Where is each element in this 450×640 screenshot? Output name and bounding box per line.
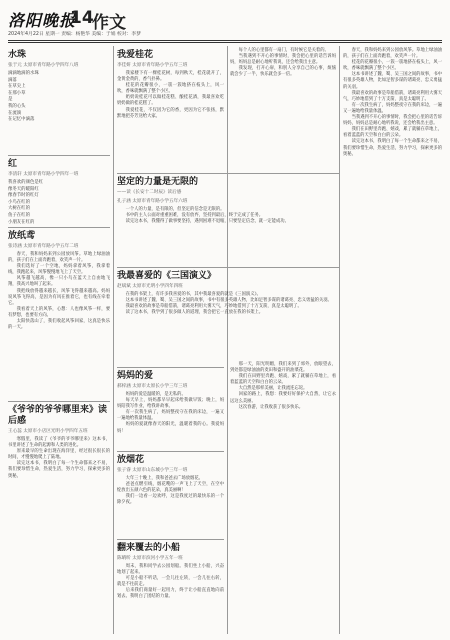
poem-line: 我喜欢的颜色是红 (8, 180, 44, 185)
article-determination (117, 168, 339, 236)
poem-line: 滴滴地滴的水珠 (8, 71, 39, 76)
article-title: 我爱桂花 (117, 50, 154, 60)
article-paragraph: 大自然是那样美丽，让我流连忘返。 (238, 386, 308, 392)
article-byline: 李佳妍 太原市青年路小学五年三班 (117, 63, 188, 68)
article-paragraph: 妈妈的爱是温暖的，是无私的。 (125, 392, 186, 397)
article-paragraph: 原来最早的生命出现在海洋里，经过很长很长的时间，才慢慢地爬上了陆地。 (8, 449, 110, 461)
article-three-kingdoms (117, 262, 339, 356)
article-paragraph: 大年三十晚上，我和爸爸去广场放烟花。 (125, 476, 203, 481)
article-paragraph: 我家楼下有一棵桂花树，每到秋天，桂花就开了，金黄金黄的，香气扑鼻。 (117, 71, 224, 83)
article-paragraph: 桂花的花瓣很小，一簇一簇地挤在枝头上，风一吹，香味就飘满了整个小区。 (117, 83, 224, 95)
article-paragraph: 妈妈的爱就像春天的阳光，温暖着我的心。我爱妈妈！ (117, 422, 224, 434)
article-osmanthus (117, 48, 224, 166)
article-open-heart (230, 48, 336, 166)
article-title: 坚定的力量是无限的 (117, 177, 199, 187)
article-little-boat (117, 534, 224, 632)
article-paragraph: 我看着天上的风筝，心想：人也像风筝一样，要有梦想，也要有方向。 (8, 306, 110, 318)
article-paragraph: 当我遇到不开心的事情时，我会把心里的话告诉妈妈，妈妈总是耐心地听我说，还会给我出主意。 (230, 54, 336, 66)
article-paragraph: 有一次我生病了，妈妈整夜守在我的床边，一遍又一遍地给我量体温。 (117, 410, 224, 422)
poem-line: 在流淌 (8, 110, 22, 116)
article-byline: 赵斌斌 太原市光明小学四年四班 (117, 284, 183, 289)
article-fireworks (117, 446, 224, 530)
article-mothers-love (117, 362, 224, 442)
page-number: 14 (70, 8, 94, 28)
poem-line: 像冬天的暖阳红 (8, 186, 39, 192)
article-title: 水珠 (8, 50, 27, 60)
article-paragraph: 寒假里，我读了《爷爷的爷爷哪里来》这本书，书里讲述了生命的起源和人类的进化。 (8, 437, 110, 449)
article-paragraph: 我们一边看一边欢呼，这是我度过的最快乐的一个除夕夜。 (117, 494, 224, 506)
article-paragraph: 这次春游，让我收获了很多快乐。 (238, 404, 304, 410)
article-paragraph: 读完这本书，我懂得了做事要坚持，遇到困难不退缩，只要坚定信念，就一定能成功。 (125, 219, 289, 225)
article-right-column (343, 48, 442, 632)
article-paragraph: 春天，我和妈妈来到公园放风筝。草地上绿油油的，孩子们在上面奔跑着，欢笑声一片。 (343, 48, 442, 60)
poem-line: 在记忆中滴落 (8, 117, 35, 123)
article-paragraph: 桂花的花瓣很小，一簇一簇地挤在枝头上，风一吹，香味就飘满了整个小区。 (343, 60, 442, 72)
article-title: 放烟花 (117, 455, 145, 465)
article-byline: 陈晴昕 太原市滨河小学五年一班 (117, 556, 183, 561)
article-byline: 王心蕊 太原市小店区光明小学四年五班 (8, 429, 88, 434)
article-title: 红 (8, 159, 18, 169)
date-line: 2024年4月22日 星期一 责编：杨艳华 美编：于娟 校对：李梦 (8, 32, 141, 37)
article-paragraph: 奶奶说桂花可以做桂花糕、酿桂花酒，我最喜欢吃奶奶做的桂花糕了。 (117, 95, 224, 107)
poem-line: 是 (8, 97, 13, 103)
column-divider (113, 46, 114, 634)
article-byline: ——读《长安十二时辰》读后感 (117, 190, 182, 195)
article-title: 放纸鸢 (8, 231, 36, 241)
article-book-review (8, 396, 110, 632)
article-paragraph: 读完这本书，我明白了每一个生命都来之不易，我们要珍惜生命，热爱生活，努力学习，探索更多的奥秘。 (8, 461, 110, 479)
article-title: 妈妈的爱 (117, 371, 154, 381)
article-byline: 张子睿 太原市山东城小学三年一班 (117, 468, 188, 473)
article-paragraph: 风筝越飞越高，像一只小鸟在蓝天上自由地飞翔，我高兴地叫了起来。 (8, 276, 110, 288)
article-title: 翻来覆去的小船 (117, 543, 181, 553)
article-byline: 郝梓涵 太原市太原长小学三年三班 (117, 384, 188, 389)
article-paragraph: 我把线放得越来越长，风筝飞得越来越高。妈妈说风筝飞得高，是因为有风在推着它，也有线在牵着它。 (8, 288, 110, 306)
article-paragraph: 太阳快落山了，我们收起风筝回家，这真是快乐的一天。 (8, 319, 110, 331)
article-paragraph: 我爱桂花，不仅因为它的香，更因为它不张扬，默默地把芬芳送给大家。 (117, 107, 224, 119)
article-paragraph: 读了这本书，我学到了很多做人的道理，我会把它一直放在我的书架上。 (125, 310, 264, 316)
article-paragraph: 书中的主人公面对重重困难，没有放弃，坚持到最后，终于完成了任务。 (125, 213, 264, 219)
newspaper-header (8, 6, 442, 40)
header-rule-thin (8, 42, 442, 43)
article-paragraph: 我们在田野里奔跑、嬉戏，累了就躺在草地上，看着蓝蓝的天空和白白的云朵。 (230, 374, 336, 386)
article-paragraph: 每个人的心里都有一扇门，有时候它是关着的。 (238, 48, 329, 53)
article-byline: 张诗涵 太原市青年路小学五年二班 (8, 244, 79, 249)
masthead: 洛阳晚报 (8, 11, 77, 30)
article-paragraph: 当我遇到不开心的事情时，我会把心里的话告诉妈妈，妈妈总是耐心地听我说，还会给我出主意。 (343, 115, 442, 127)
article-paragraph: 我们选好了一个空地，妈妈拿着风筝，我拿着线，我跑起来，风筝慢慢地飞上了天空。 (8, 264, 110, 276)
article-title: 《爷爷的爷爷哪里来》读后感 (8, 405, 108, 426)
column-divider (339, 46, 340, 634)
article-paragraph: 读完这本书，我明白了每一个生命都来之不易，我们要珍惜生命，热爱生活，努力学习，探索更多的奥秘。 (343, 139, 442, 157)
poem-line: 小鸟在红的 (8, 199, 30, 205)
article-paragraph: 我最喜欢的故事是草船借箭，诸葛亮利用大雾天气，巧妙地借到了十万支箭，真是太聪明了。 (125, 304, 302, 310)
article-paragraph: 爸爸点燃引线，烟花嗖的一声飞上了天空，在空中绽放出五颜六色的花朵，真美丽啊！ (117, 482, 224, 494)
poem-line: 我的心头 (8, 103, 26, 109)
article-paragraph: 一个人的力量，是有限的，但坚定的信念是无限的。 (125, 207, 225, 212)
article-paragraph: 我们在田野里奔跑、嬉戏，累了就躺在草地上，看着蓝蓝的天空和白白的云朵。 (343, 127, 442, 139)
article-water-drop (8, 48, 110, 146)
article-paragraph: 每天早上，妈妈都早早起床给我做早饭；晚上，妈妈陪我写作业，给我讲故事。 (117, 398, 224, 410)
article-red (8, 150, 110, 225)
article-paragraph: 春天，我和妈妈来到公园放风筝。草地上绿油油的，孩子们在上面奔跑着，欢笑声一片。 (8, 252, 110, 264)
article-continued (230, 362, 336, 632)
article-paragraph: 这本书讲述了魏、蜀、吴三国之间的故事，书中有很多英雄人物，比如足智多谋的诸葛亮、忠义勇猛的关羽。 (343, 72, 442, 90)
article-paragraph: 可是小船不听话，一会儿往左转，一会儿往右转，就是不往前走。 (117, 576, 224, 588)
article-byline: 张于元 太原市青年路小学四年八班 (8, 63, 79, 68)
article-byline-author: 孔子涵 太原市青年路小学五年六班 (117, 199, 188, 204)
article-paragraph: 回家的路上，我想：我要好好保护大自然，让它永远这么美丽。 (230, 392, 336, 404)
poem-line: 小朋友在红的 (8, 219, 35, 225)
article-title: 我最喜爱的《三国演义》 (117, 271, 217, 281)
article-paragraph: 有一次我生病了，妈妈整夜守在我的床边，一遍又一遍地给我量体温。 (343, 102, 442, 114)
article-paragraph: 后来我们商量好一起用力，终于让小船直直地向前划去。我明白了团结的力量。 (117, 588, 224, 600)
poem-line: 像春节时的红灯 (8, 193, 39, 199)
poem-line: 在那小草 (8, 90, 26, 96)
article-paragraph: 我发现，打开心扉，和别人分享自己的心事，烦恼就会少了一半，快乐就会多一倍。 (230, 66, 336, 78)
article-paragraph: 在我的书架上，有许多我喜爱的书，其中我最喜爱的就是《三国演义》。 (125, 292, 261, 297)
article-paragraph: 我最喜欢的故事是草船借箭，诸葛亮利用大雾天气，巧妙地借到了十万支箭，真是太聪明了。 (343, 90, 442, 102)
poem-line: 在草尖上 (8, 84, 26, 90)
section-title: 作文 (92, 13, 126, 33)
article-paragraph: 周末，我和同学去公园划船。我们坐上小船，兴奋地划了起来。 (117, 564, 224, 576)
poem-line: 滴落 (8, 77, 17, 83)
article-byline: 李清轩 太原市青年路小学四年一班 (8, 172, 79, 177)
article-paragraph: 那一天，阳光明媚，我们来到了郊外，放眼望去，到处都是绿油油的麦田和盛开的油菜花。 (230, 362, 336, 374)
poem-line: 大树在红的 (8, 206, 30, 212)
article-paragraph: 这本书讲述了魏、蜀、吴三国之间的故事，书中有很多英雄人物，比如足智多谋的诸葛亮、忠义勇猛的关羽。 (125, 298, 332, 304)
poem-line: 鱼子在红的 (8, 212, 30, 218)
article-kite (8, 219, 110, 392)
